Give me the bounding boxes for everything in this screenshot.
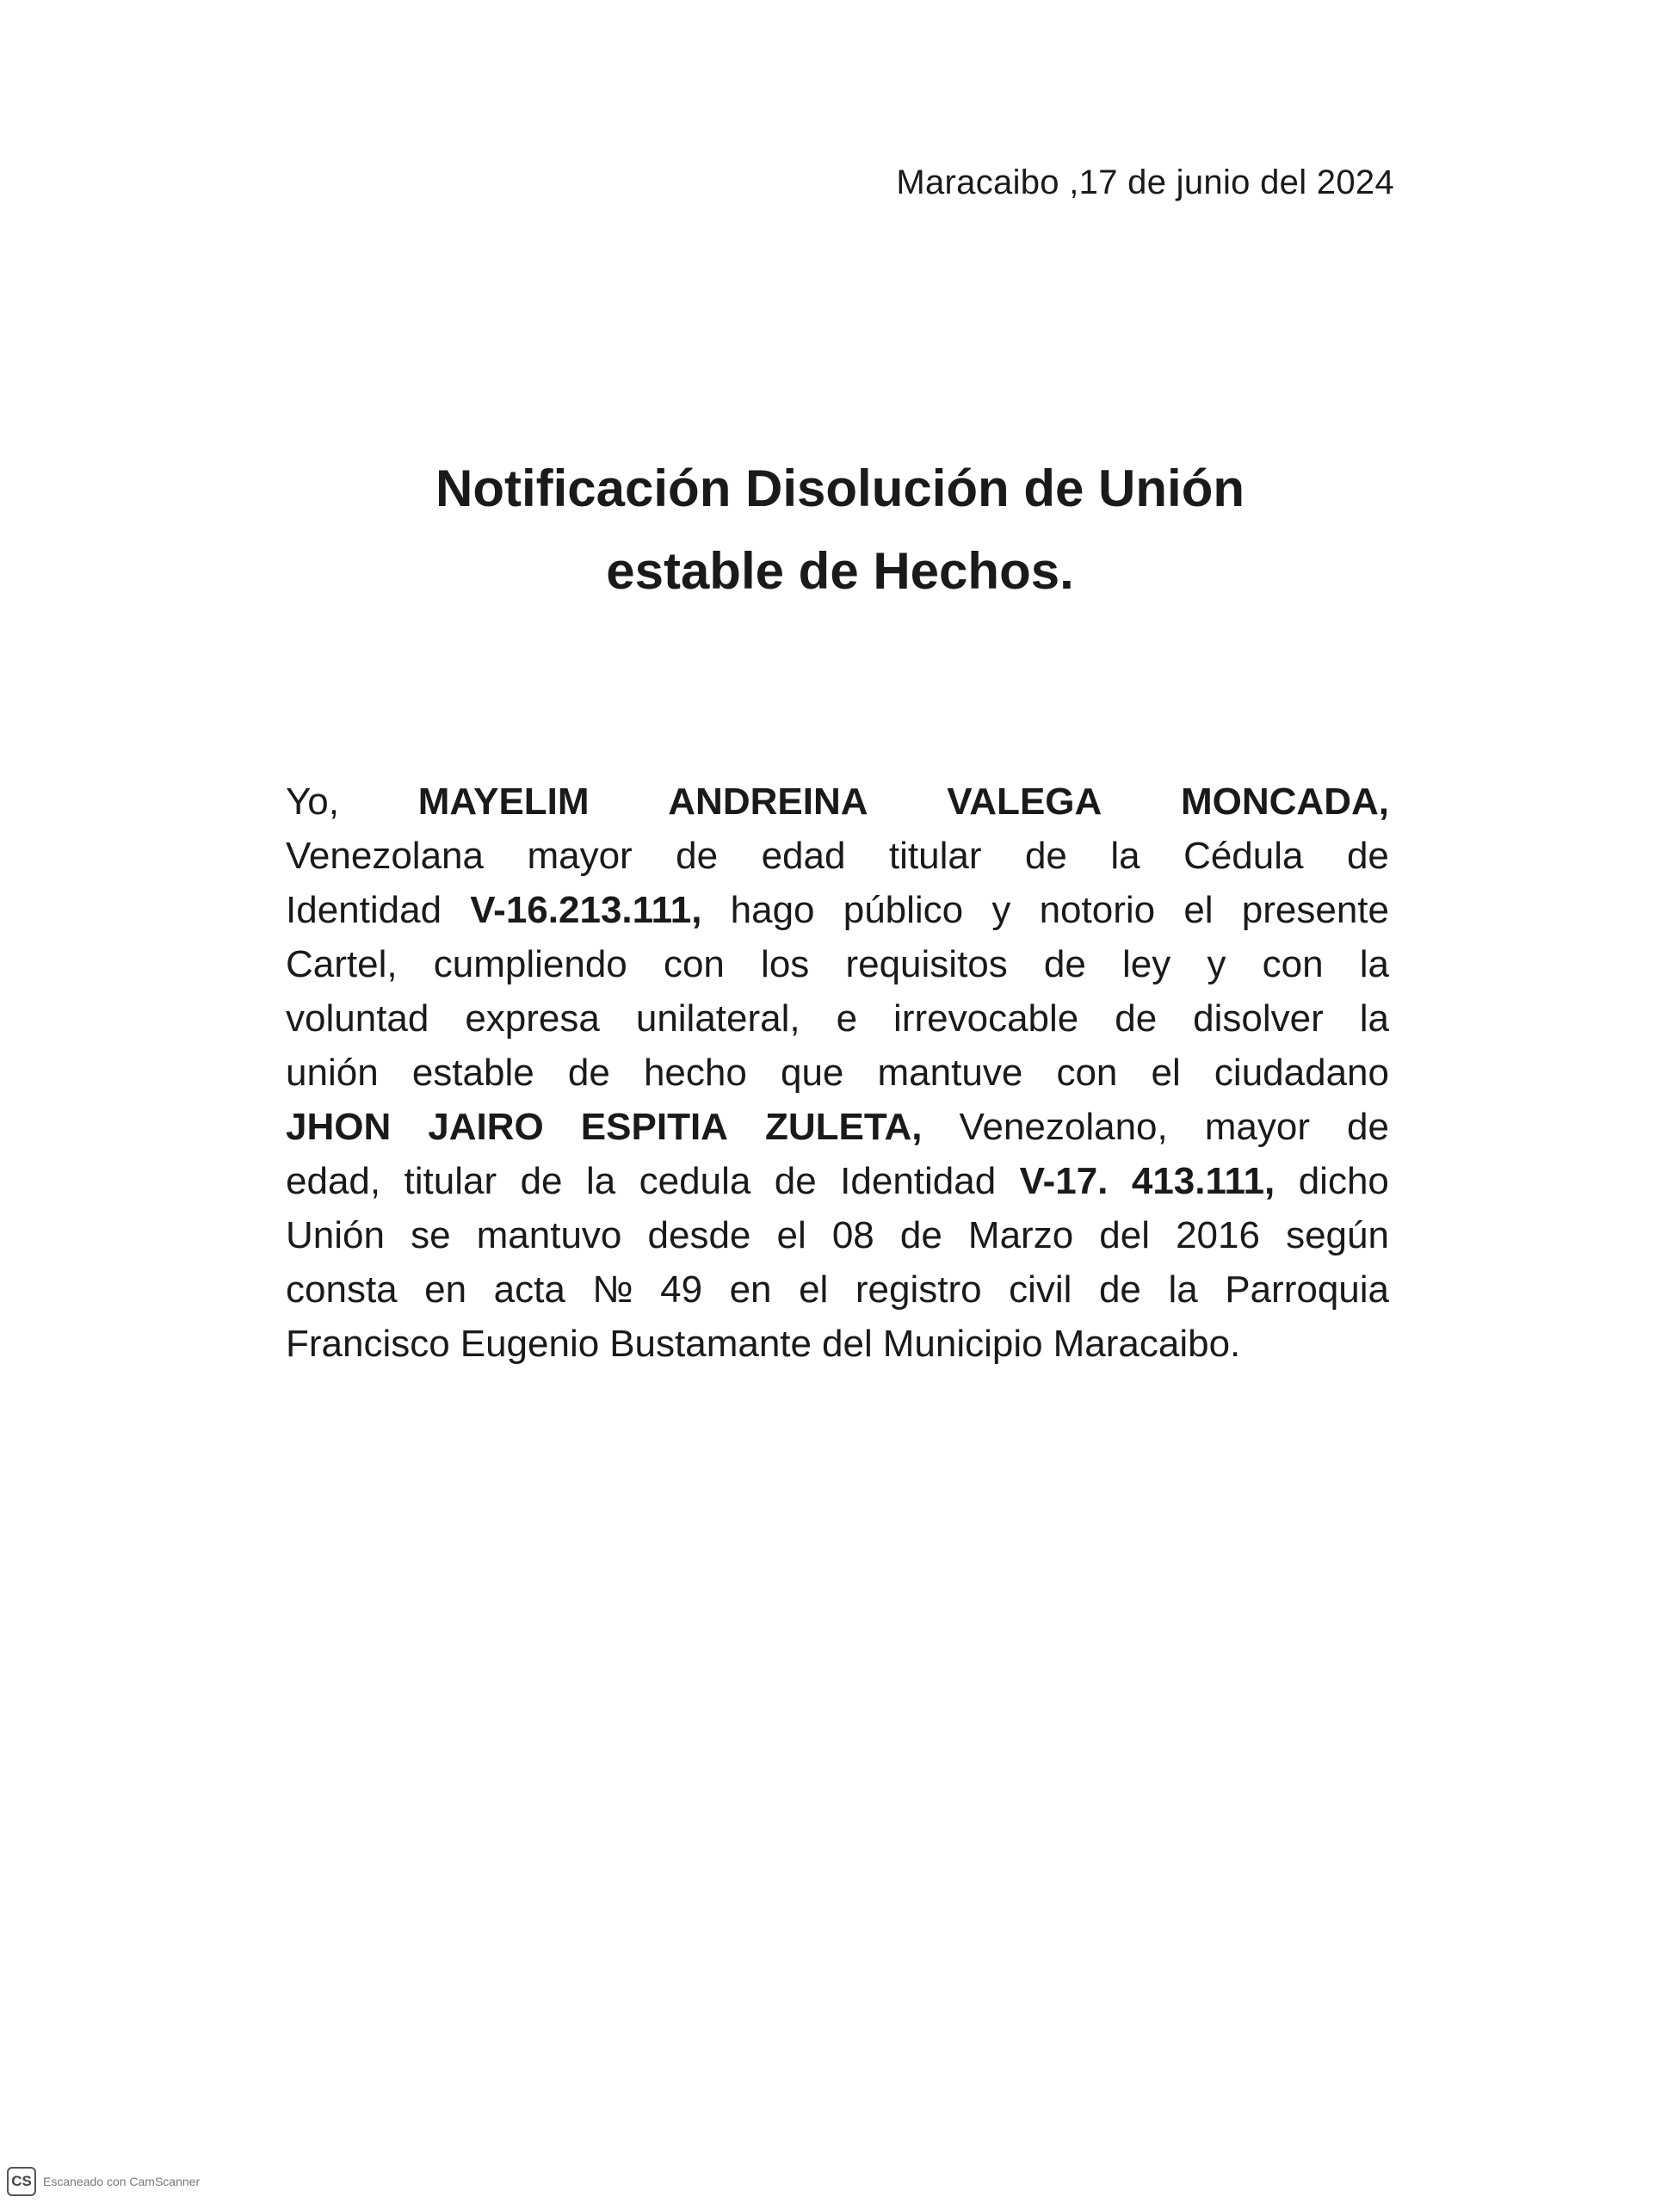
paragraph-word: y <box>991 889 1011 931</box>
paragraph-word: hago <box>730 889 815 931</box>
paragraph-word: № <box>592 1268 633 1311</box>
paragraph-word: ley <box>1122 943 1171 985</box>
paragraph-word: la <box>1359 997 1389 1040</box>
paragraph-word: de <box>1347 1106 1389 1148</box>
paragraph-word: Maracaibo. <box>1053 1323 1241 1365</box>
paragraph-word: ESPITIA <box>580 1106 728 1148</box>
paragraph-line <box>286 1100 1389 1154</box>
paragraph-word: e <box>836 997 858 1040</box>
paragraph-word: irrevocable <box>893 997 1079 1040</box>
document-date: Maracaibo ,17 de junio del 2024 <box>896 164 1394 201</box>
paragraph-word: notorio <box>1039 889 1156 931</box>
paragraph-word: de <box>567 1052 610 1094</box>
paragraph-word: Francisco <box>286 1323 450 1365</box>
paragraph-word: de <box>520 1160 563 1202</box>
paragraph-word: de <box>1024 835 1067 877</box>
paragraph-word: de <box>1115 997 1158 1040</box>
paragraph-word: la <box>585 1160 616 1202</box>
paragraph-line <box>286 1262 1389 1317</box>
scanner-watermark <box>7 2167 200 2196</box>
paragraph-word: acta <box>493 1268 565 1311</box>
paragraph-word: con <box>1262 943 1324 985</box>
paragraph-line <box>286 774 1389 829</box>
paragraph-word: presente <box>1241 889 1389 931</box>
paragraph-word: edad <box>761 835 846 877</box>
paragraph-word: con <box>663 943 725 985</box>
paragraph-word: disolver <box>1193 997 1324 1040</box>
paragraph-word: Bustamante <box>609 1323 812 1365</box>
scanner-watermark-text: Escaneado con CamScanner <box>43 2175 201 2188</box>
paragraph-word: la <box>1168 1268 1198 1311</box>
paragraph-word: Municipio <box>882 1323 1043 1365</box>
paragraph-word: de <box>899 1214 942 1256</box>
paragraph-word: el <box>799 1268 829 1311</box>
paragraph-word: 49 <box>660 1268 703 1311</box>
paragraph-line <box>286 937 1389 991</box>
paragraph-word: consta <box>286 1268 398 1311</box>
document-body-paragraph <box>286 774 1389 1371</box>
paragraph-word: MAYELIM <box>417 781 590 823</box>
paragraph-word: voluntad <box>286 997 429 1040</box>
paragraph-word: de <box>1043 943 1086 985</box>
paragraph-word: según <box>1286 1214 1389 1256</box>
paragraph-word: JAIRO <box>428 1106 544 1148</box>
paragraph-line <box>286 883 1389 937</box>
paragraph-word: V-16.213.111, <box>470 889 702 931</box>
document-title <box>0 447 1680 613</box>
paragraph-word: público <box>843 889 964 931</box>
paragraph-word: de <box>1346 835 1389 877</box>
paragraph-word: Eugenio <box>460 1323 600 1365</box>
paragraph-word: los <box>761 943 810 985</box>
paragraph-word: ANDREINA <box>668 781 868 823</box>
paragraph-word: la <box>1359 943 1389 985</box>
paragraph-word: mantuve <box>877 1052 1023 1094</box>
paragraph-word: JHON <box>286 1106 392 1148</box>
paragraph-line <box>286 1154 1389 1208</box>
paragraph-word: de <box>676 835 719 877</box>
paragraph-word: Venezolana <box>286 835 484 877</box>
paragraph-word: en <box>729 1268 772 1311</box>
paragraph-word: cumpliendo <box>433 943 627 985</box>
paragraph-word: MONCADA, <box>1181 781 1389 823</box>
paragraph-line <box>286 1208 1389 1262</box>
paragraph-line <box>286 991 1389 1046</box>
paragraph-word: VALEGA <box>947 781 1102 823</box>
paragraph-word: hecho <box>643 1052 747 1094</box>
paragraph-word: 08 <box>831 1214 874 1256</box>
paragraph-word: mayor <box>1204 1106 1311 1148</box>
title-line-2: estable de Hechos. <box>606 542 1074 600</box>
paragraph-word: el <box>1151 1052 1181 1094</box>
paragraph-word: se <box>411 1214 451 1256</box>
paragraph-word: la <box>1110 835 1140 877</box>
paragraph-word: 2016 <box>1176 1214 1260 1256</box>
paragraph-word: Parroquia <box>1225 1268 1389 1311</box>
paragraph-word: que <box>780 1052 844 1094</box>
paragraph-word: mantuvo <box>476 1214 622 1256</box>
paragraph-word: Identidad <box>840 1160 997 1202</box>
paragraph-word: requisitos <box>845 943 1008 985</box>
paragraph-word: Cédula <box>1183 835 1304 877</box>
paragraph-word: Unión <box>286 1214 385 1256</box>
paragraph-word: y <box>1207 943 1226 985</box>
paragraph-word: ciudadano <box>1214 1052 1389 1094</box>
paragraph-line <box>286 829 1389 883</box>
camscanner-logo-icon: CS <box>7 2167 36 2196</box>
title-line-1: Notificación Disolución de Unión <box>435 460 1245 517</box>
paragraph-word: Identidad <box>286 889 442 931</box>
paragraph-line <box>286 1046 1389 1100</box>
paragraph-word: Cartel, <box>286 943 398 985</box>
paragraph-word: el <box>1183 889 1214 931</box>
paragraph-word: estable <box>411 1052 534 1094</box>
paragraph-word: edad, <box>286 1160 381 1202</box>
paragraph-word: mayor <box>527 835 633 877</box>
paragraph-word: titular <box>888 835 982 877</box>
paragraph-word: el <box>776 1214 806 1256</box>
paragraph-word: ZULETA, <box>764 1106 923 1148</box>
paragraph-word: 413.111, <box>1131 1160 1275 1202</box>
paragraph-word: con <box>1056 1052 1118 1094</box>
paragraph-word: unilateral, <box>635 997 800 1040</box>
paragraph-line <box>286 1317 1389 1371</box>
paragraph-word: dicho <box>1298 1160 1389 1202</box>
paragraph-word: cedula <box>639 1160 751 1202</box>
paragraph-word: unión <box>286 1052 379 1094</box>
paragraph-word: expresa <box>465 997 600 1040</box>
paragraph-word: V-17. <box>1019 1160 1109 1202</box>
paragraph-word: del <box>1099 1214 1150 1256</box>
paragraph-word: desde <box>647 1214 751 1256</box>
paragraph-word: civil <box>1009 1268 1072 1311</box>
paragraph-word: en <box>424 1268 467 1311</box>
paragraph-word: de <box>1098 1268 1141 1311</box>
paragraph-word: Yo, <box>286 781 340 823</box>
paragraph-word: registro <box>855 1268 982 1311</box>
paragraph-word: Marzo <box>967 1214 1074 1256</box>
paragraph-word: de <box>774 1160 817 1202</box>
paragraph-word: del <box>822 1323 873 1365</box>
paragraph-word: titular <box>404 1160 497 1202</box>
paragraph-word: Venezolano, <box>959 1106 1168 1148</box>
